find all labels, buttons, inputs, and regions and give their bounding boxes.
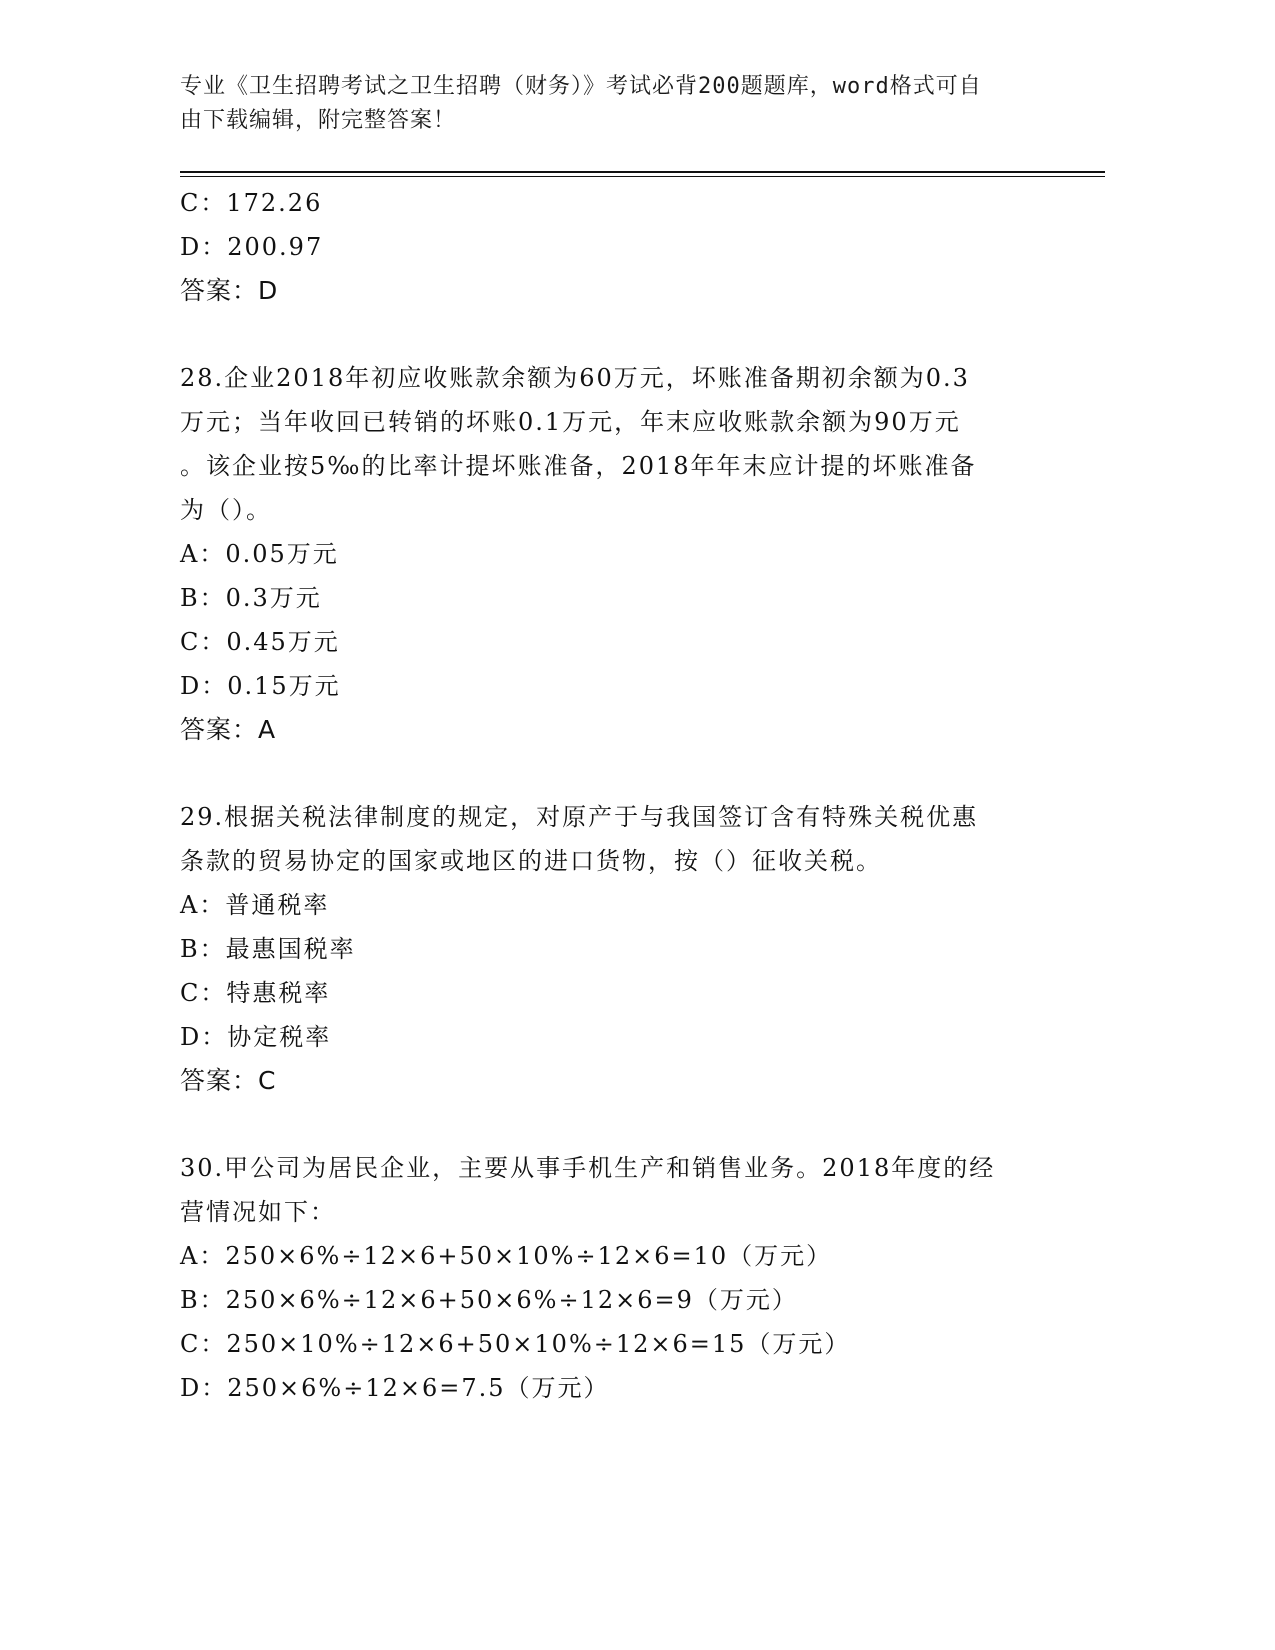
option-c: C：特惠税率 [180, 979, 331, 1007]
question-28 [180, 356, 1040, 752]
option-d: D：250×6%÷12×6=7.5（万元） [180, 1374, 610, 1402]
question-stem-line: 营情况如下： [180, 1198, 336, 1226]
previous-question-tail [180, 181, 1040, 313]
question-stem-line: 29.根据关税法律制度的规定，对原产于与我国签订含有特殊关税优惠 [180, 803, 979, 831]
option-a: A：0.05万元 [180, 540, 339, 568]
header-line-2: 由下载编辑，附完整答案！ [180, 108, 457, 133]
answer-line: 答案：D [180, 276, 279, 305]
header-divider-thin [180, 176, 1105, 177]
header-divider-thick [180, 171, 1105, 173]
option-c: C：0.45万元 [180, 628, 340, 656]
option-d: D：协定税率 [180, 1023, 332, 1051]
option-d: D：0.15万元 [180, 672, 341, 700]
option-d: D：200.97 [180, 233, 324, 261]
document-body [180, 181, 1040, 1410]
question-stem-line: 万元；当年收回已转销的坏账0.1万元，年末应收账款余额为90万元 [180, 408, 961, 436]
question-stem-line: 条款的贸易协定的国家或地区的进口货物，按（）征收关税。 [180, 847, 882, 875]
document-header [180, 70, 1040, 138]
option-b: B：0.3万元 [180, 584, 322, 612]
question-stem-line: 。该企业按5‰的比率计提坏账准备，2018年年末应计提的坏账准备 [180, 452, 977, 480]
option-a: A：普通税率 [180, 891, 330, 919]
answer-line: 答案：C [180, 1066, 277, 1095]
question-30 [180, 1146, 1040, 1410]
option-a: A：250×6%÷12×6+50×10%÷12×6=10（万元） [180, 1242, 833, 1270]
answer-line: 答案：A [180, 715, 277, 744]
option-c: C：250×10%÷12×6+50×10%÷12×6=15（万元） [180, 1330, 851, 1358]
question-stem-line: 28.企业2018年初应收账款余额为60万元，坏账准备期初余额为0.3 [180, 364, 970, 392]
question-29 [180, 795, 1040, 1103]
question-stem-line: 为（）。 [180, 496, 272, 524]
option-c: C：172.26 [180, 189, 323, 217]
question-stem-line: 30.甲公司为居民企业，主要从事手机生产和销售业务。2018年度的经 [180, 1154, 996, 1182]
option-b: B：最惠国税率 [180, 935, 356, 963]
option-b: B：250×6%÷12×6+50×6%÷12×6=9（万元） [180, 1286, 798, 1314]
header-line-1: 专业《卫生招聘考试之卫生招聘（财务）》考试必背200题题库，word格式可自 [180, 74, 982, 99]
